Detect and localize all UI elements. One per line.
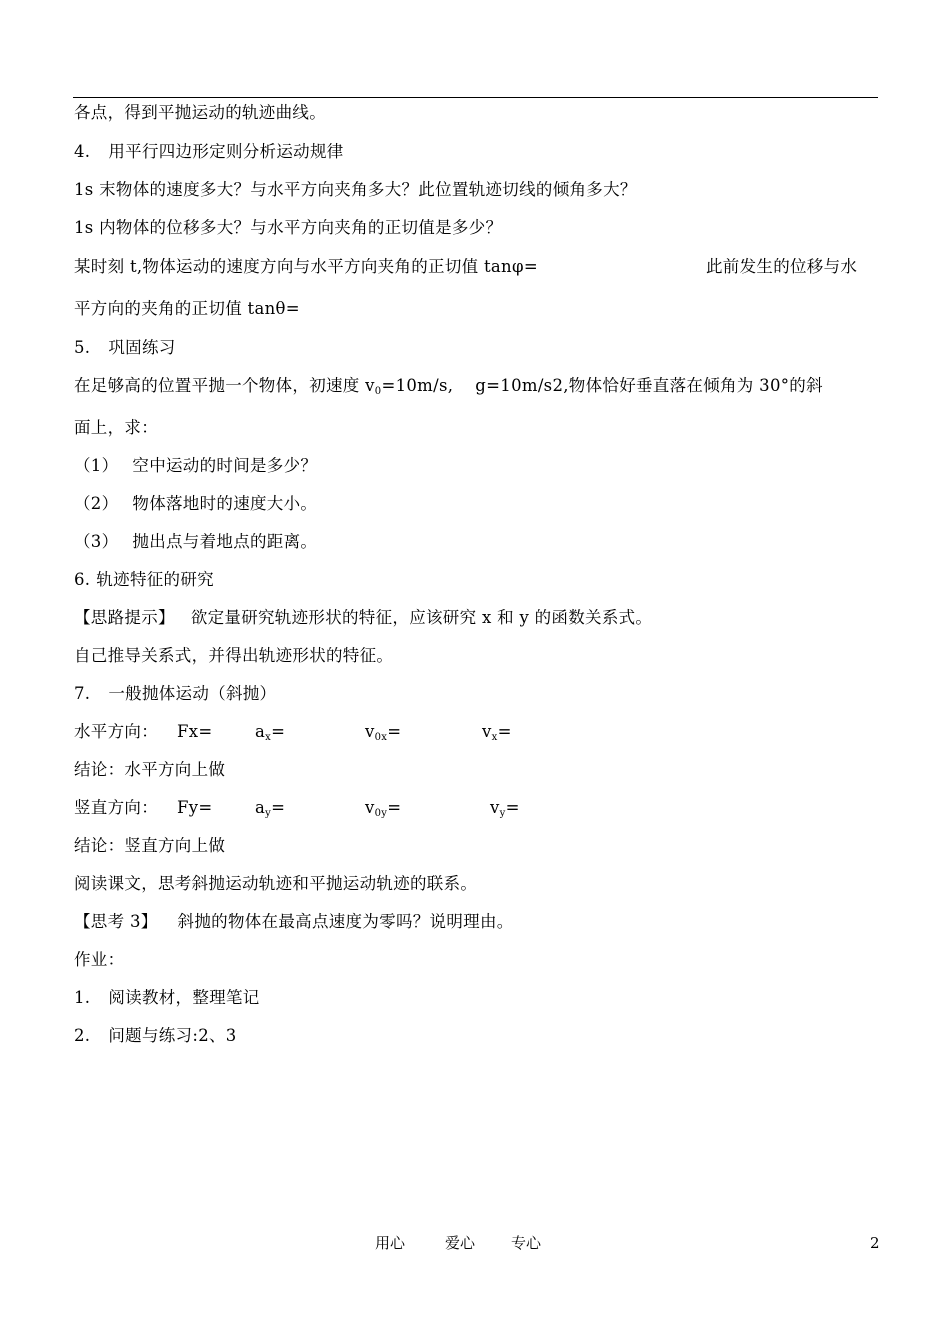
question-text: 平方向的夹角的正切值 tanθ= bbox=[74, 299, 300, 318]
section-number: 4. bbox=[74, 142, 91, 161]
footer-motto: 用心 bbox=[375, 1234, 406, 1252]
item-number: 1. bbox=[74, 988, 91, 1007]
list-item bbox=[74, 1025, 237, 1047]
section-number: 7. bbox=[74, 684, 91, 703]
text-line bbox=[74, 375, 823, 403]
text-line bbox=[74, 217, 502, 239]
formula-term: $v_x=$ bbox=[482, 722, 512, 743]
section-number: 6. bbox=[74, 570, 91, 589]
item-text: 物体落地时的速度大小。 bbox=[132, 494, 318, 513]
subscript: 0 bbox=[374, 386, 382, 397]
text-line bbox=[74, 645, 393, 667]
question-text: 此前发生的位移与水 bbox=[706, 257, 858, 276]
formula-term: $v_{0x}=$ bbox=[365, 722, 402, 743]
text-line bbox=[74, 911, 514, 933]
text-line bbox=[74, 298, 300, 320]
text-line bbox=[74, 607, 652, 629]
hint-text: 欲定量研究轨迹形状的特征，应该研究 x 和 y 的函数关系式。 bbox=[190, 608, 653, 627]
homework-heading: 作业： bbox=[74, 950, 125, 969]
section-heading bbox=[74, 337, 176, 359]
formula-row bbox=[74, 797, 879, 819]
hint-tag: 【思路提示】 bbox=[74, 608, 175, 627]
section-heading bbox=[74, 141, 344, 163]
item-number: （3） bbox=[74, 532, 119, 551]
footer-motto: 爱心 bbox=[445, 1234, 476, 1252]
text-line bbox=[74, 179, 637, 201]
item-number: 2. bbox=[74, 1026, 91, 1045]
problem-text: g=10m/s2,物体恰好垂直落在倾角为 30°的斜 bbox=[475, 376, 823, 395]
formula-term: $a_y=$ bbox=[255, 798, 286, 819]
text-line bbox=[74, 873, 477, 895]
header-rule bbox=[73, 97, 878, 98]
formula-term: Fy= bbox=[177, 798, 213, 817]
text-line bbox=[74, 835, 225, 857]
item-text: 问题与练习:2、3 bbox=[108, 1026, 237, 1045]
item-text: 抛出点与着地点的距离。 bbox=[132, 532, 318, 551]
text-line bbox=[74, 759, 225, 781]
think-tag: 【思考 3】 bbox=[74, 912, 158, 931]
formula-term: Fx= bbox=[177, 722, 213, 741]
section-title: 巩固练习 bbox=[108, 338, 176, 357]
paragraph-text: 自己推导关系式，并得出轨迹形状的特征。 bbox=[74, 646, 394, 665]
conclusion-text: 结论：竖直方向上做 bbox=[74, 836, 226, 855]
item-number: （1） bbox=[74, 456, 119, 475]
section-heading bbox=[74, 683, 276, 705]
item-text: 空中运动的时间是多少？ bbox=[132, 456, 318, 475]
direction-label: 竖直方向： bbox=[74, 798, 158, 817]
list-item bbox=[74, 987, 260, 1009]
formula-term: $v_y=$ bbox=[490, 798, 520, 819]
section-title: 一般抛体运动（斜抛） bbox=[108, 684, 277, 703]
think-text: 斜抛的物体在最高点速度为零吗？说明理由。 bbox=[177, 912, 514, 931]
paragraph-text: 各点，得到平抛运动的轨迹曲线。 bbox=[74, 103, 326, 122]
section-title: 用平行四边形定则分析运动规律 bbox=[108, 142, 344, 161]
formula-term: $v_{0y}=$ bbox=[365, 798, 402, 819]
page-number: 2 bbox=[870, 1234, 880, 1252]
problem-text: 面上，求： bbox=[74, 418, 158, 437]
conclusion-text: 结论：水平方向上做 bbox=[74, 760, 226, 779]
formula-term: $a_x=$ bbox=[255, 722, 286, 743]
list-item bbox=[74, 531, 317, 553]
formula-row bbox=[74, 721, 879, 743]
list-item bbox=[74, 493, 317, 515]
section-number: 5. bbox=[74, 338, 91, 357]
section-heading bbox=[74, 569, 214, 591]
section-title: 轨迹特征的研究 bbox=[96, 570, 214, 589]
footer-motto: 专心 bbox=[511, 1234, 542, 1252]
question-text: 1s 末物体的速度多大？与水平方向夹角多大？此位置轨迹切线的倾角多大？ bbox=[74, 180, 637, 199]
problem-text: =10m/s, bbox=[381, 376, 454, 395]
text-line bbox=[74, 949, 124, 971]
item-number: （2） bbox=[74, 494, 119, 513]
question-text: 某时刻 t,物体运动的速度方向与水平方向夹角的正切值 tanφ= bbox=[74, 257, 538, 276]
direction-label: 水平方向： bbox=[74, 722, 158, 741]
question-text: 1s 内物体的位移多大？与水平方向夹角的正切值是多少？ bbox=[74, 218, 503, 237]
item-text: 阅读教材，整理笔记 bbox=[108, 988, 260, 1007]
text-line bbox=[74, 102, 326, 124]
problem-text: 在足够高的位置平抛一个物体，初速度 v bbox=[74, 376, 375, 395]
paragraph-text: 阅读课文，思考斜抛运动轨迹和平抛运动轨迹的联系。 bbox=[74, 874, 478, 893]
list-item bbox=[74, 455, 317, 477]
text-line bbox=[74, 417, 158, 439]
text-line bbox=[74, 256, 879, 278]
